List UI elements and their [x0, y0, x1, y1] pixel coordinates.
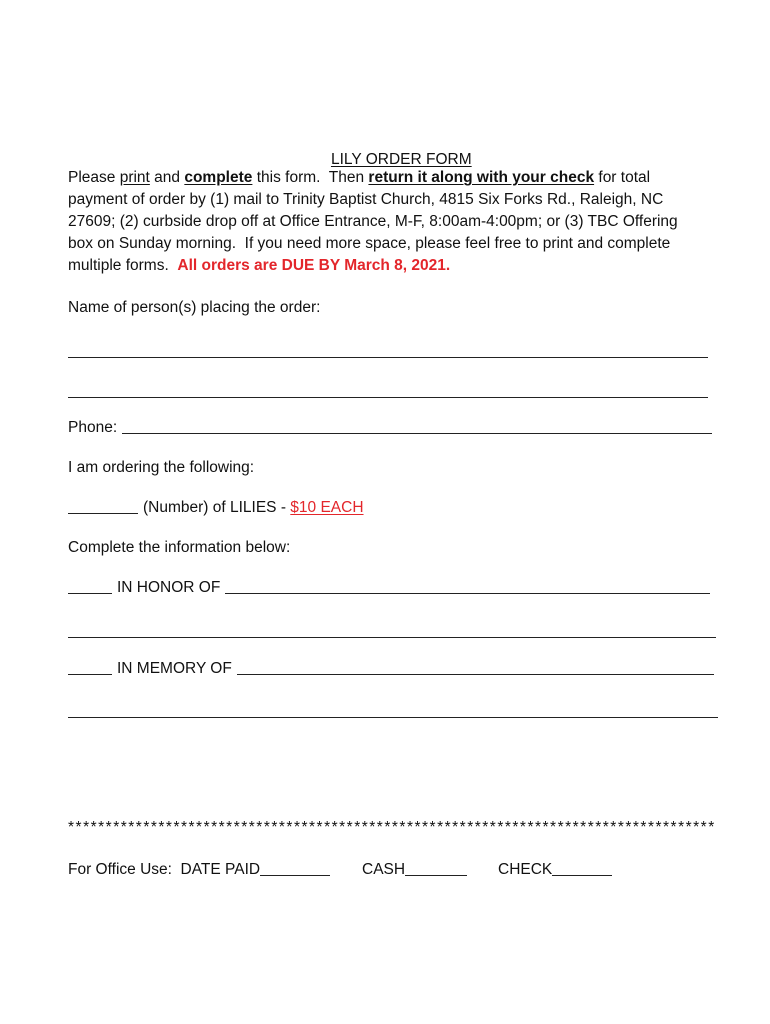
phone-row: [68, 417, 712, 439]
honor-count-blank: [68, 579, 112, 594]
cash-blank: [405, 861, 467, 876]
form-title: LILY ORDER FORM: [330, 151, 472, 168]
check-blank: [552, 861, 612, 876]
office-use-date-group: [68, 859, 330, 881]
honor-label: IN HONOR OF: [117, 579, 221, 596]
phone-label: Phone:: [68, 419, 118, 436]
ordering-label: I am ordering the following:: [68, 459, 255, 476]
honor-blank-line-2: [68, 637, 716, 638]
instructions-text: and: [149, 169, 185, 186]
price-label: $10 EACH: [290, 499, 364, 516]
quantity-blank-line: [68, 499, 138, 514]
name-blank-line-1: [68, 357, 708, 358]
date-paid-blank: [260, 861, 330, 876]
instructions-line-3: 27609; (2) curbside drop off at Office Entrance, M-F, 8:00am-4:00pm; or (3) TBC Offering: [68, 213, 678, 230]
name-label: Name of person(s) placing the order:: [68, 299, 321, 316]
complete-info-label: Complete the information below:: [68, 539, 291, 556]
instructions-line-2: payment of order by (1) mail to Trinity Baptist Church, 4815 Six Forks Rd., Raleigh, NC: [68, 191, 664, 208]
instructions-text: multiple forms.: [68, 257, 178, 274]
quantity-row: [68, 497, 364, 519]
due-date-notice: All orders are DUE BY March 8, 2021.: [177, 257, 451, 274]
quantity-label: (Number) of LILIES -: [143, 499, 291, 516]
instructions-line-4: box on Sunday morning. If you need more space, please feel free to print and complete: [68, 235, 671, 252]
office-use-cash-group: [362, 859, 467, 881]
memory-name-blank: [237, 660, 714, 675]
check-label: CHECK: [498, 861, 553, 878]
complete-emphasis: complete: [184, 169, 253, 186]
instructions-paragraph: [68, 167, 678, 277]
phone-blank-line: [122, 419, 712, 434]
instructions-line-5: [68, 255, 678, 277]
memory-count-blank: [68, 660, 112, 675]
office-use-date-label: For Office Use: DATE PAID: [68, 861, 261, 878]
print-emphasis: print: [119, 169, 150, 186]
memory-label: IN MEMORY OF: [117, 660, 232, 677]
form-title-wrapper: [68, 127, 726, 168]
instructions-line-1: [68, 167, 678, 189]
instructions-text: for total: [594, 169, 651, 186]
honor-row: [68, 577, 710, 599]
instructions-text: this form. Then: [252, 169, 369, 186]
honor-name-blank: [225, 579, 710, 594]
return-with-check-emphasis: return it along with your check: [368, 169, 595, 186]
cash-label: CASH: [362, 861, 406, 878]
memory-row: [68, 658, 714, 680]
instructions-text: Please: [68, 169, 120, 186]
office-use-check-group: [498, 859, 612, 881]
memory-blank-line-2: [68, 717, 718, 718]
name-blank-line-2: [68, 397, 708, 398]
separator-asterisks: **************************************************************************************: [68, 819, 716, 836]
